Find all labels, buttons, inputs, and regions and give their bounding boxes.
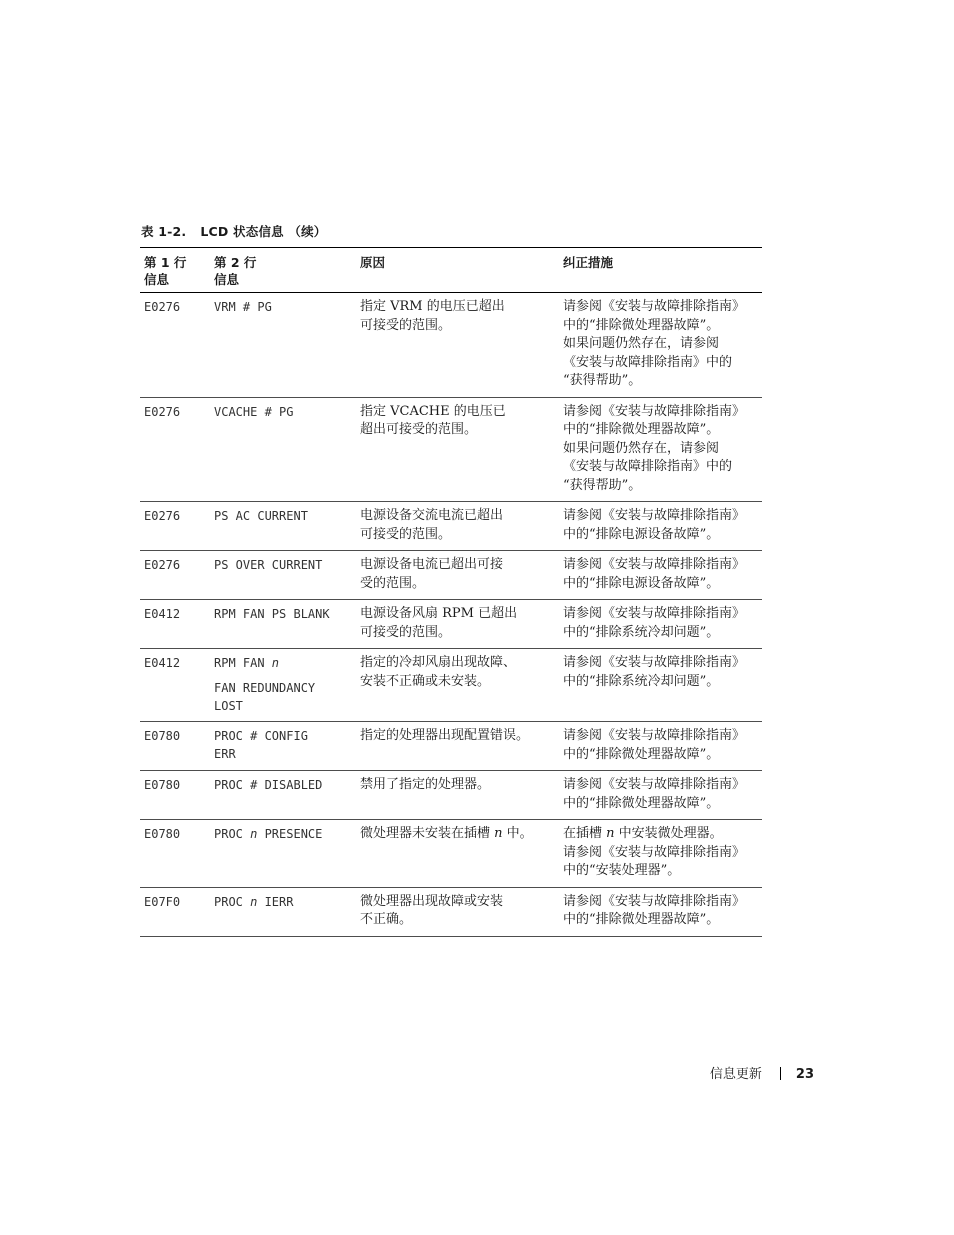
cause-text: 禁用了指定的处理器。 xyxy=(360,777,491,792)
action-text: 请参阅《安装与故障排除指南》 xyxy=(563,777,746,792)
message-text: RPM FAN PS BLANK xyxy=(214,607,330,621)
cause-text: 可接受的范围。 xyxy=(360,624,452,640)
action-text: 请参阅《安装与故障排除指南》 xyxy=(563,508,746,523)
message-text: PROC # DISABLED xyxy=(214,778,323,792)
action-text: 如果问题仍然存在，请参阅 xyxy=(563,440,720,456)
table-header-row xyxy=(140,248,762,293)
action-cell xyxy=(559,502,762,551)
table-row xyxy=(140,397,762,502)
cause-cell xyxy=(356,551,559,600)
action-text: “获得帮助”。 xyxy=(563,477,642,493)
cause-text: 指定的冷却风扇出现故障、 xyxy=(360,655,517,670)
action-text: 中的“排除微处理器故障”。 xyxy=(563,422,720,437)
line2-message xyxy=(210,293,356,398)
table-row xyxy=(140,551,762,600)
cause-text: 可接受的范围。 xyxy=(360,526,452,542)
table-row xyxy=(140,887,762,936)
cause-text: 超出可接受的范围。 xyxy=(360,422,478,437)
header-line2-message xyxy=(210,248,356,293)
page-number: 23 xyxy=(795,1067,814,1082)
message-text xyxy=(214,654,352,672)
header-text: 第 1 行 xyxy=(144,255,187,270)
line1-code: E0276 xyxy=(140,502,210,551)
action-text: 中的“排除系统冷却问题”。 xyxy=(563,624,720,640)
message-text: VCACHE # PG xyxy=(214,404,294,419)
action-text: 请参阅《安装与故障排除指南》 xyxy=(563,893,746,909)
action-text: 如果问题仍然存在，请参阅 xyxy=(563,336,720,351)
line1-code: E0780 xyxy=(140,820,210,888)
cause-cell xyxy=(356,771,559,820)
line1-code: E0780 xyxy=(140,722,210,771)
message-text-part: PROC xyxy=(214,894,251,909)
line1-code: E0276 xyxy=(140,293,210,398)
variable-n: n xyxy=(250,827,258,841)
message-text xyxy=(214,825,352,843)
line2-message xyxy=(210,722,356,771)
line1-code: E0780 xyxy=(140,771,210,820)
action-text: 《安装与故障排除指南》中的 xyxy=(563,459,733,474)
cause-text: 电源设备风扇 RPM 已超出 xyxy=(360,606,518,621)
action-text-part: 在插槽 xyxy=(563,826,607,841)
table-row xyxy=(140,502,762,551)
variable-n: n xyxy=(250,894,258,909)
action-text: 请参阅《安装与故障排除指南》 xyxy=(563,606,746,621)
message-text: FAN REDUNDANCY xyxy=(214,681,316,695)
cause-text: 电源设备电流已超出可接 xyxy=(360,557,504,572)
action-cell xyxy=(559,600,762,649)
header-text: 第 2 行 xyxy=(214,255,257,270)
header-corrective-action: 纠正措施 xyxy=(559,248,762,293)
table-row xyxy=(140,293,762,398)
line1-code: E07F0 xyxy=(140,887,210,936)
action-cell xyxy=(559,887,762,936)
line2-message xyxy=(210,649,356,722)
header-text: 信息 xyxy=(144,272,170,287)
line2-message xyxy=(210,397,356,502)
cause-cell xyxy=(356,293,559,398)
line1-code: E0276 xyxy=(140,397,210,502)
action-cell xyxy=(559,820,762,888)
action-text: 中的“排除电源设备故障”。 xyxy=(563,575,720,591)
action-text: 请参阅《安装与故障排除指南》 xyxy=(563,728,746,743)
action-text: 中的“排除微处理器故障”。 xyxy=(563,912,720,927)
line1-code: E0276 xyxy=(140,551,210,600)
action-cell xyxy=(559,771,762,820)
cause-text-part: 微处理器未安装在插槽 xyxy=(360,826,495,841)
message-text-part: PRESENCE xyxy=(257,827,323,841)
caption-label: 表 1-2. xyxy=(141,224,187,239)
cause-text: 安装不正确或未安装。 xyxy=(360,673,491,689)
cause-text: 不正确。 xyxy=(360,912,413,927)
line2-message xyxy=(210,551,356,600)
message-text xyxy=(214,893,352,911)
message-text: PS OVER CURRENT xyxy=(214,558,323,572)
cause-text: 指定 VCACHE 的电压已 xyxy=(360,403,506,419)
action-text: 中的“排除微处理器故障”。 xyxy=(563,317,720,333)
header-text: 信息 xyxy=(214,272,240,287)
header-line1-message xyxy=(140,248,210,293)
action-text xyxy=(563,825,758,844)
table-row xyxy=(140,820,762,888)
message-text-part: RPM FAN xyxy=(214,656,272,670)
table-caption xyxy=(141,222,327,240)
action-text: 请参阅《安装与故障排除指南》 xyxy=(563,557,746,572)
action-text: 请参阅《安装与故障排除指南》 xyxy=(563,403,746,419)
table-row xyxy=(140,649,762,722)
line2-message xyxy=(210,502,356,551)
caption-title: LCD 状态信息 （续） xyxy=(200,224,327,239)
action-cell xyxy=(559,397,762,502)
action-cell xyxy=(559,722,762,771)
cause-cell xyxy=(356,397,559,502)
cause-cell xyxy=(356,722,559,771)
page-footer xyxy=(600,1063,814,1082)
cause-text: 电源设备交流电流已超出 xyxy=(360,508,504,523)
message-text: ERR xyxy=(214,747,236,761)
message-text: PS AC CURRENT xyxy=(214,509,308,523)
variable-n: n xyxy=(271,656,280,670)
action-text: “获得帮助”。 xyxy=(563,373,642,388)
action-text: 请参阅《安装与故障排除指南》 xyxy=(563,299,746,314)
line1-code: E0412 xyxy=(140,600,210,649)
line1-code: E0412 xyxy=(140,649,210,722)
lcd-status-table xyxy=(140,247,762,937)
footer-separator xyxy=(780,1067,781,1080)
cause-text xyxy=(360,825,555,844)
footer-section-title: 信息更新 xyxy=(709,1067,762,1082)
line2-message xyxy=(210,887,356,936)
line2-message xyxy=(210,771,356,820)
table-row xyxy=(140,771,762,820)
line2-message xyxy=(210,600,356,649)
cause-cell xyxy=(356,502,559,551)
cause-text: 受的范围。 xyxy=(360,575,426,591)
line2-message xyxy=(210,820,356,888)
action-text-part: 中安装微处理器。 xyxy=(614,826,723,841)
cause-text: 微处理器出现故障或安装 xyxy=(360,893,504,909)
action-text: 请参阅《安装与故障排除指南》 xyxy=(563,844,746,860)
header-cause: 原因 xyxy=(356,248,559,293)
message-text-part: IERR xyxy=(257,894,294,909)
action-cell xyxy=(559,649,762,722)
cause-cell xyxy=(356,887,559,936)
cause-text: 可接受的范围。 xyxy=(360,317,452,333)
cause-cell xyxy=(356,649,559,722)
action-cell xyxy=(559,293,762,398)
action-cell xyxy=(559,551,762,600)
action-text: 中的“排除系统冷却问题”。 xyxy=(563,673,720,689)
table-row xyxy=(140,722,762,771)
message-text-part: PROC xyxy=(214,827,251,841)
action-text: 中的“排除微处理器故障”。 xyxy=(563,795,720,811)
action-text: 中的“排除电源设备故障”。 xyxy=(563,526,720,542)
action-text: 请参阅《安装与故障排除指南》 xyxy=(563,655,746,670)
cause-text: 指定的处理器出现配置错误。 xyxy=(360,728,530,743)
cause-cell xyxy=(356,600,559,649)
variable-n: n xyxy=(606,826,615,841)
action-text: 中的“安装处理器”。 xyxy=(563,863,681,878)
message-text: PROC # CONFIG xyxy=(214,729,308,743)
cause-text-part: 中。 xyxy=(502,826,533,841)
action-text: 《安装与故障排除指南》中的 xyxy=(563,354,733,370)
table-row xyxy=(140,600,762,649)
message-text: VRM # PG xyxy=(214,300,272,314)
action-text: 中的“排除微处理器故障”。 xyxy=(563,746,720,762)
variable-n: n xyxy=(494,826,503,841)
cause-text: 指定 VRM 的电压已超出 xyxy=(360,299,505,314)
message-text: LOST xyxy=(214,699,243,713)
cause-cell xyxy=(356,820,559,888)
